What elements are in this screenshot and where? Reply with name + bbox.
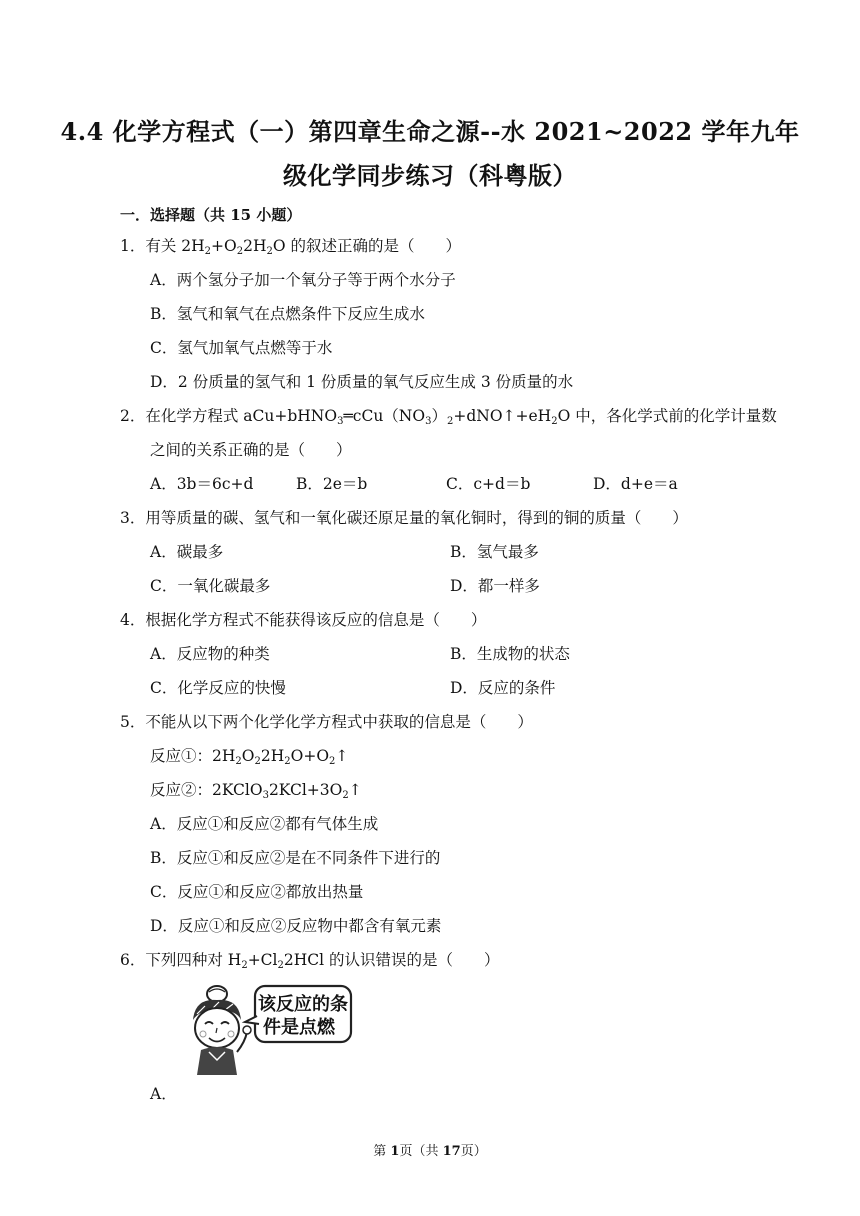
document-title-line1: 4.4 化学方程式（一）第四章生命之源--水 2021~2022 学年九年 [60, 117, 800, 146]
question-4-stem: 4．根据化学方程式不能获得该反应的信息是（ ） [120, 611, 487, 629]
question-4-option-b: B．生成物的状态 [450, 645, 570, 663]
question-1-stem: 1．有关 $2H_2+O_22H_2O$ 的叙述正确的是（ ） [120, 237, 462, 257]
document-title-line2: 级化学同步练习（科粤版） [283, 161, 577, 190]
question-5-option-a: A．反应①和反应②都有气体生成 [150, 815, 379, 833]
bubble-text-line2: 件是点燃 [263, 1017, 335, 1038]
question-1-option-a: A．两个氢分子加一个氧分子等于两个水分子 [150, 271, 456, 289]
question-1-option-b: B．氢气和氧气在点燃条件下反应生成水 [150, 305, 425, 323]
question-4-option-a: A．反应物的种类 [150, 645, 270, 663]
question-5-reaction-1: 反应①：$2H_2O_22H_2O+O_2↑$ [150, 747, 349, 767]
question-3-option-a: A．碳最多 [150, 543, 224, 561]
section-heading: 一．选择题（共 15 小题） [120, 206, 302, 224]
question-2-stem-line2: 之间的关系正确的是（ ） [150, 441, 352, 459]
cartoon-girl-illustration [175, 980, 355, 1075]
question-4-option-d: D．反应的条件 [450, 679, 556, 697]
question-5-option-d: D．反应①和反应②反应物中都含有氧元素 [150, 917, 442, 935]
question-3-option-c: C．一氧化碳最多 [150, 577, 271, 595]
question-3-option-b: B．氢气最多 [450, 543, 539, 561]
question-3-option-d: D．都一样多 [450, 577, 540, 595]
question-6-stem: 6．下列四种对 $H_2+Cl_22HCl$ 的认识错误的是（ ） [120, 951, 500, 971]
question-3-stem: 3．用等质量的碳、氢气和一氧化碳还原足量的氧化铜时，得到的铜的质量（ ） [120, 509, 688, 527]
question-5-stem: 5．不能从以下两个化学化学方程式中获取的信息是（ ） [120, 713, 533, 731]
question-5-option-b: B．反应①和反应②是在不同条件下进行的 [150, 849, 441, 867]
question-2-option-c: C．c+d＝b [446, 475, 531, 493]
question-1-option-c: C．氢气加氧气点燃等于水 [150, 339, 333, 357]
question-2-option-b: B．2e＝b [296, 475, 368, 493]
page-footer: 第 1页（共 17页） [373, 1144, 487, 1159]
question-5-reaction-2: 反应②：$2KClO_32KCl+3O_2↑$ [150, 781, 362, 801]
question-5-option-c: C．反应①和反应②都放出热量 [150, 883, 364, 901]
question-6-option-a-label: A． [150, 1085, 177, 1103]
question-2-option-d: D．d+e＝a [593, 475, 678, 493]
question-2-option-a: A．3b＝6c+d [150, 475, 254, 493]
question-2-stem: 2．在化学方程式 $aCu+bHNO_3═cCu(NO_3)_2+dNO↑+eH_2O$ 中，各化学式前的化学计量数 [120, 407, 777, 427]
question-1-option-d: D．2 份质量的氢气和 1 份质量的氧气反应生成 3 份质量的水 [150, 373, 574, 391]
question-4-option-c: C．化学反应的快慢 [150, 679, 286, 697]
bubble-text-line1: 该反应的条 [258, 994, 348, 1015]
